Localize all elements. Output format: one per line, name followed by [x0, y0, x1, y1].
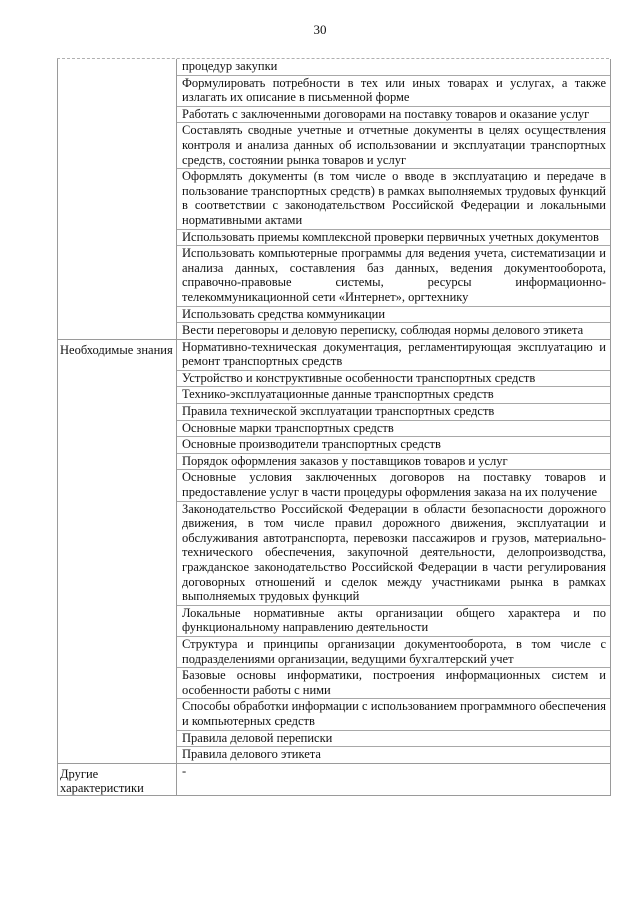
- table-row: Работать с заключенными договорами на поставку товаров и оказание услуг: [177, 107, 610, 124]
- table-row: Правила деловой переписки: [177, 731, 610, 748]
- table-row: Вести переговоры и деловую переписку, соблюдая нормы делового этикета: [182, 323, 584, 338]
- table-row: Порядок оформления заказов у поставщиков товаров и услуг: [177, 454, 610, 471]
- table-row: Структура и принципы организации документооборота, в том числе с подразделениями организации, ведущими бухгалтерский учет: [177, 637, 610, 668]
- table-row: Правила технической эксплуатации транспортных средств: [177, 404, 610, 421]
- knowledge-section: [58, 339, 610, 763]
- table-row: Законодательство Российской Федерации в области безопасности дорожного движения, в том числе правил дорожного движения, эксплуатации и обслуживания автотранспорта, перевозки пассажиров и грузов, материально-технического обеспечения, закупочной деятельности, делопроизводства, гражданское законодательство Российской Федерации в части регулирования договорных отношений и сделок между участниками рынка в рамках выполняемых трудовых функций: [177, 502, 610, 606]
- table-row: Составлять сводные учетные и отчетные документы в целях осуществления контроля и анализа данных об использовании и эксплуатации транспортных средств, состоянии рынка товаров и услуг: [177, 123, 610, 169]
- table-row: Нормативно-техническая документация, регламентирующая эксплуатацию и ремонт транспортных средств: [177, 340, 610, 371]
- section-label-knowledge: Необходимые знания: [58, 340, 177, 763]
- table-row: Способы обработки информации с использованием программного обеспечения и компьютерных средств: [177, 699, 610, 730]
- section-label: [58, 59, 177, 339]
- table-row: Оформлять документы (в том числе о вводе в эксплуатацию и передаче в пользование транспортных средств) в рамках выполняемых трудовых функций в соответствии с законодательством Российской Федерации и локальными нормативными актами: [177, 169, 610, 229]
- section-label-other: Другие характеристики: [58, 764, 177, 795]
- table-row: -: [182, 763, 187, 778]
- page-number: 30: [313, 22, 327, 37]
- table-row: Основные условия заключенных договоров на поставку товаров и предоставление услуг в части процедуры оформления заказа на их получение: [177, 470, 610, 501]
- requirements-table: [57, 59, 611, 796]
- table-row: Основные производители транспортных средств: [177, 437, 610, 454]
- section-items: [177, 59, 610, 339]
- skills-section: [58, 59, 610, 339]
- table-row: Устройство и конструктивные особенности транспортных средств: [177, 371, 610, 388]
- table-row: процедур закупки: [177, 59, 610, 76]
- table-row: Использовать средства коммуникации: [177, 307, 610, 324]
- table-row: Правила делового этикета: [182, 747, 321, 762]
- table-row: Формулировать потребности в тех или иных товарах и услугах, а также излагать их описание в письменной форме: [177, 76, 610, 107]
- table-row: Локальные нормативные акты организации общего характера и по функциональному направлению деятельности: [177, 606, 610, 637]
- table-row: Использовать компьютерные программы для ведения учета, систематизации и анализа данных, составления баз данных, ведения документооборота, справочно-правовые системы, ресурсы информационно-телекоммуникационной сети «Интернет», оргтехнику: [177, 246, 610, 306]
- table-row: Базовые основы информатики, построения информационных систем и особенности работы с ними: [177, 668, 610, 699]
- table-row: Основные марки транспортных средств: [177, 421, 610, 438]
- table-row: Технико-эксплуатационные данные транспортных средств: [177, 387, 610, 404]
- section-items: [177, 764, 610, 795]
- other-section: [58, 763, 610, 795]
- section-items: [177, 340, 610, 763]
- table-row: Использовать приемы комплексной проверки первичных учетных документов: [177, 230, 610, 247]
